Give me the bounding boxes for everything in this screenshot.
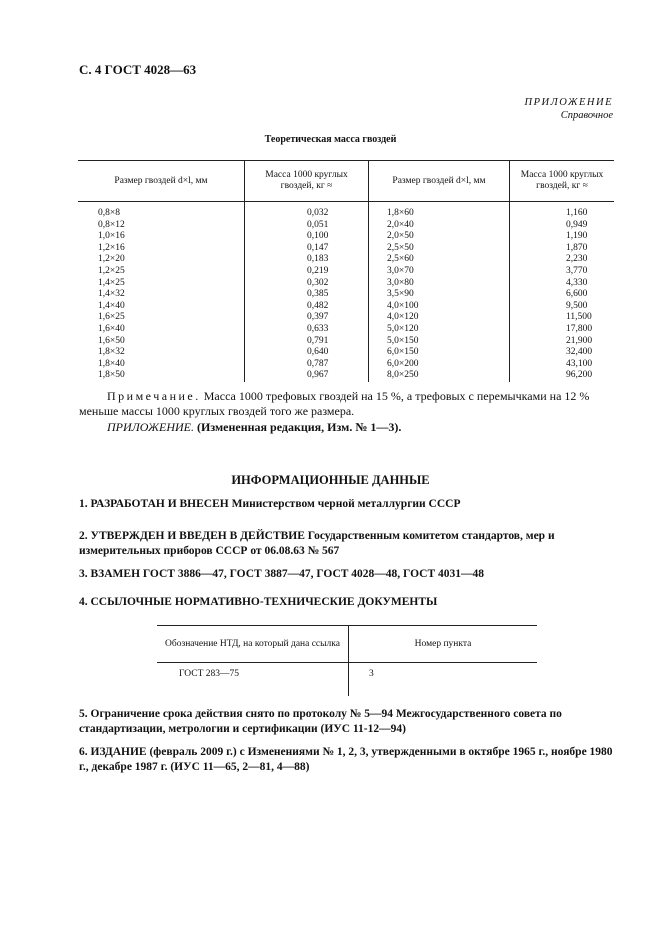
size-cell: 1,8×32	[98, 347, 125, 358]
size-cell: 0,8×8	[98, 208, 120, 218]
mass-cell: 2,230	[510, 254, 615, 266]
mass-cell: 43,100	[510, 359, 615, 371]
table-row	[78, 202, 614, 220]
amendment-bold: (Измененная редакция, Изм. № 1—3).	[196, 420, 402, 434]
size-cell: 6,0×200	[369, 359, 510, 371]
mass-cell: 1,190	[510, 231, 615, 243]
size-cell: 4,0×120	[369, 312, 510, 324]
mass-cell: 96,200	[510, 370, 615, 382]
size-cell: 1,8×60	[369, 202, 510, 220]
table-row	[78, 324, 614, 336]
mass-cell: 17,800	[510, 324, 615, 336]
mass-cell: 0,032	[245, 202, 369, 220]
info-item-5: 5. Ограничение срока действия снято по протоколу № 5—94 Межгосударственного совета по стандартизации, метрологии и сертификации (ИУС 11-12—94)	[79, 708, 562, 735]
info-item-3: 3. ВЗАМЕН ГОСТ 3886—47, ГОСТ 3887—47, ГОСТ 4028—48, ГОСТ 4031—48	[79, 568, 485, 580]
mass-cell: 1,160	[510, 202, 615, 220]
mass-cell: 3,770	[510, 266, 615, 278]
size-cell: 1,6×50	[98, 335, 125, 346]
size-cell: 1,2×25	[98, 265, 125, 276]
mass-cell: 0,633	[245, 324, 369, 336]
size-cell: 3,0×80	[369, 278, 510, 290]
mass-cell: 6,600	[510, 289, 615, 301]
mass-cell: 21,900	[510, 336, 615, 348]
info-title: ИНФОРМАЦИОННЫЕ ДАННЫЕ	[231, 473, 430, 487]
table-row	[78, 231, 614, 243]
size-cell: 3,0×70	[369, 266, 510, 278]
size-cell: 1,2×20	[98, 254, 125, 265]
table-header-row	[78, 161, 614, 202]
ref-clause-cell: 3	[349, 663, 538, 697]
appendix-label	[525, 96, 614, 122]
info-item-6: 6. ИЗДАНИЕ (февраль 2009 г.) с Изменениями № 1, 2, 3, утвержденными в октябре 1965 г., ноябре 1980 г., декабре 1987 г. (ИУС 11—65, 2—81, 4—88)	[79, 746, 613, 773]
table-row	[78, 370, 614, 382]
table-caption: Теоретическая масса гвоздей	[264, 134, 397, 145]
info-item-1: 1. РАЗРАБОТАН И ВНЕСЕН Министерством черной металлургии СССР	[79, 498, 461, 510]
mass-cell: 0,051	[245, 220, 369, 232]
appendix-title: ПРИЛОЖЕНИЕ	[524, 97, 613, 108]
table-row	[78, 254, 614, 266]
table-note	[79, 389, 615, 419]
size-cell: 1,2×16	[98, 242, 125, 253]
ref-col-header-doc: Обозначение НТД, на который дана ссылка	[157, 626, 349, 663]
table-row	[78, 278, 614, 290]
table-row	[78, 336, 614, 348]
amendment-italic: ПРИЛОЖЕНИЕ.	[107, 420, 194, 434]
col-header-size-2: Размер гвоздей d×l, мм	[369, 161, 510, 202]
info-item-4: 4. ССЫЛОЧНЫЕ НОРМАТИВНО-ТЕХНИЧЕСКИЕ ДОКУМЕНТЫ	[79, 596, 438, 608]
nail-mass-table	[78, 160, 614, 382]
mass-cell: 0,787	[245, 359, 369, 371]
reference-docs-table	[157, 625, 537, 696]
note-text: Масса 1000 трефовых гвоздей на 15 %, а трефовых с перемычками на 12 % меньше массы 1000 круглых гвоздей того же размера.	[79, 389, 590, 418]
table-row	[78, 289, 614, 301]
table-row	[78, 301, 614, 313]
mass-cell: 4,330	[510, 278, 615, 290]
note-label: Примечание.	[107, 389, 201, 403]
mass-cell: 0,302	[245, 278, 369, 290]
amendment-note	[107, 420, 401, 435]
size-cell: 5,0×120	[369, 324, 510, 336]
table-row	[78, 347, 614, 359]
mass-cell: 32,400	[510, 347, 615, 359]
mass-cell: 0,397	[245, 312, 369, 324]
size-cell: 0,8×12	[98, 219, 125, 230]
size-cell: 1,4×40	[98, 300, 125, 311]
mass-cell: 11,500	[510, 312, 615, 324]
size-cell: 1,0×16	[98, 231, 125, 242]
col-header-size-1: Размер гвоздей d×l, мм	[78, 161, 245, 202]
size-cell: 3,5×90	[369, 289, 510, 301]
table-row	[157, 663, 537, 697]
appendix-subtitle: Справочное	[560, 110, 613, 121]
page-header: С. 4 ГОСТ 4028—63	[79, 62, 197, 77]
mass-cell: 0,949	[510, 220, 615, 232]
table-row	[78, 312, 614, 324]
col-header-mass-1: Масса 1000 круглых гвоздей, кг ≈	[245, 161, 369, 202]
size-cell: 2,0×40	[369, 220, 510, 232]
table-row	[78, 359, 614, 371]
size-cell: 4,0×100	[369, 301, 510, 313]
mass-cell: 0,967	[245, 370, 369, 382]
size-cell: 1,6×25	[98, 312, 125, 323]
ref-doc-cell: ГОСТ 283—75	[179, 669, 239, 679]
mass-cell: 0,100	[245, 231, 369, 243]
info-item-2: 2. УТВЕРЖДЕН И ВВЕДЕН В ДЕЙСТВИЕ Государственным комитетом стандартов, мер и измерительных приборов СССР от 06.08.63 № 567	[79, 530, 555, 557]
mass-cell: 1,870	[510, 243, 615, 255]
mass-cell: 0,147	[245, 243, 369, 255]
size-cell: 1,8×40	[98, 358, 125, 369]
size-cell: 2,5×50	[369, 243, 510, 255]
mass-cell: 9,500	[510, 301, 615, 313]
col-header-mass-2: Масса 1000 круглых гвоздей, кг ≈	[510, 161, 615, 202]
table-row	[78, 266, 614, 278]
size-cell: 6,0×150	[369, 347, 510, 359]
size-cell: 5,0×150	[369, 336, 510, 348]
ref-header-row	[157, 626, 537, 663]
size-cell: 2,0×50	[369, 231, 510, 243]
size-cell: 2,5×60	[369, 254, 510, 266]
size-cell: 8,0×250	[369, 370, 510, 382]
table-body	[78, 202, 614, 382]
mass-cell: 0,385	[245, 289, 369, 301]
mass-cell: 0,482	[245, 301, 369, 313]
size-cell: 1,8×50	[98, 370, 125, 381]
mass-cell: 0,791	[245, 336, 369, 348]
size-cell: 1,6×40	[98, 323, 125, 334]
size-cell: 1,4×25	[98, 277, 125, 288]
mass-cell: 0,640	[245, 347, 369, 359]
table-row	[78, 220, 614, 232]
mass-cell: 0,219	[245, 266, 369, 278]
mass-cell: 0,183	[245, 254, 369, 266]
ref-col-header-clause: Номер пункта	[349, 626, 538, 663]
size-cell: 1,4×32	[98, 289, 125, 300]
table-row	[78, 243, 614, 255]
